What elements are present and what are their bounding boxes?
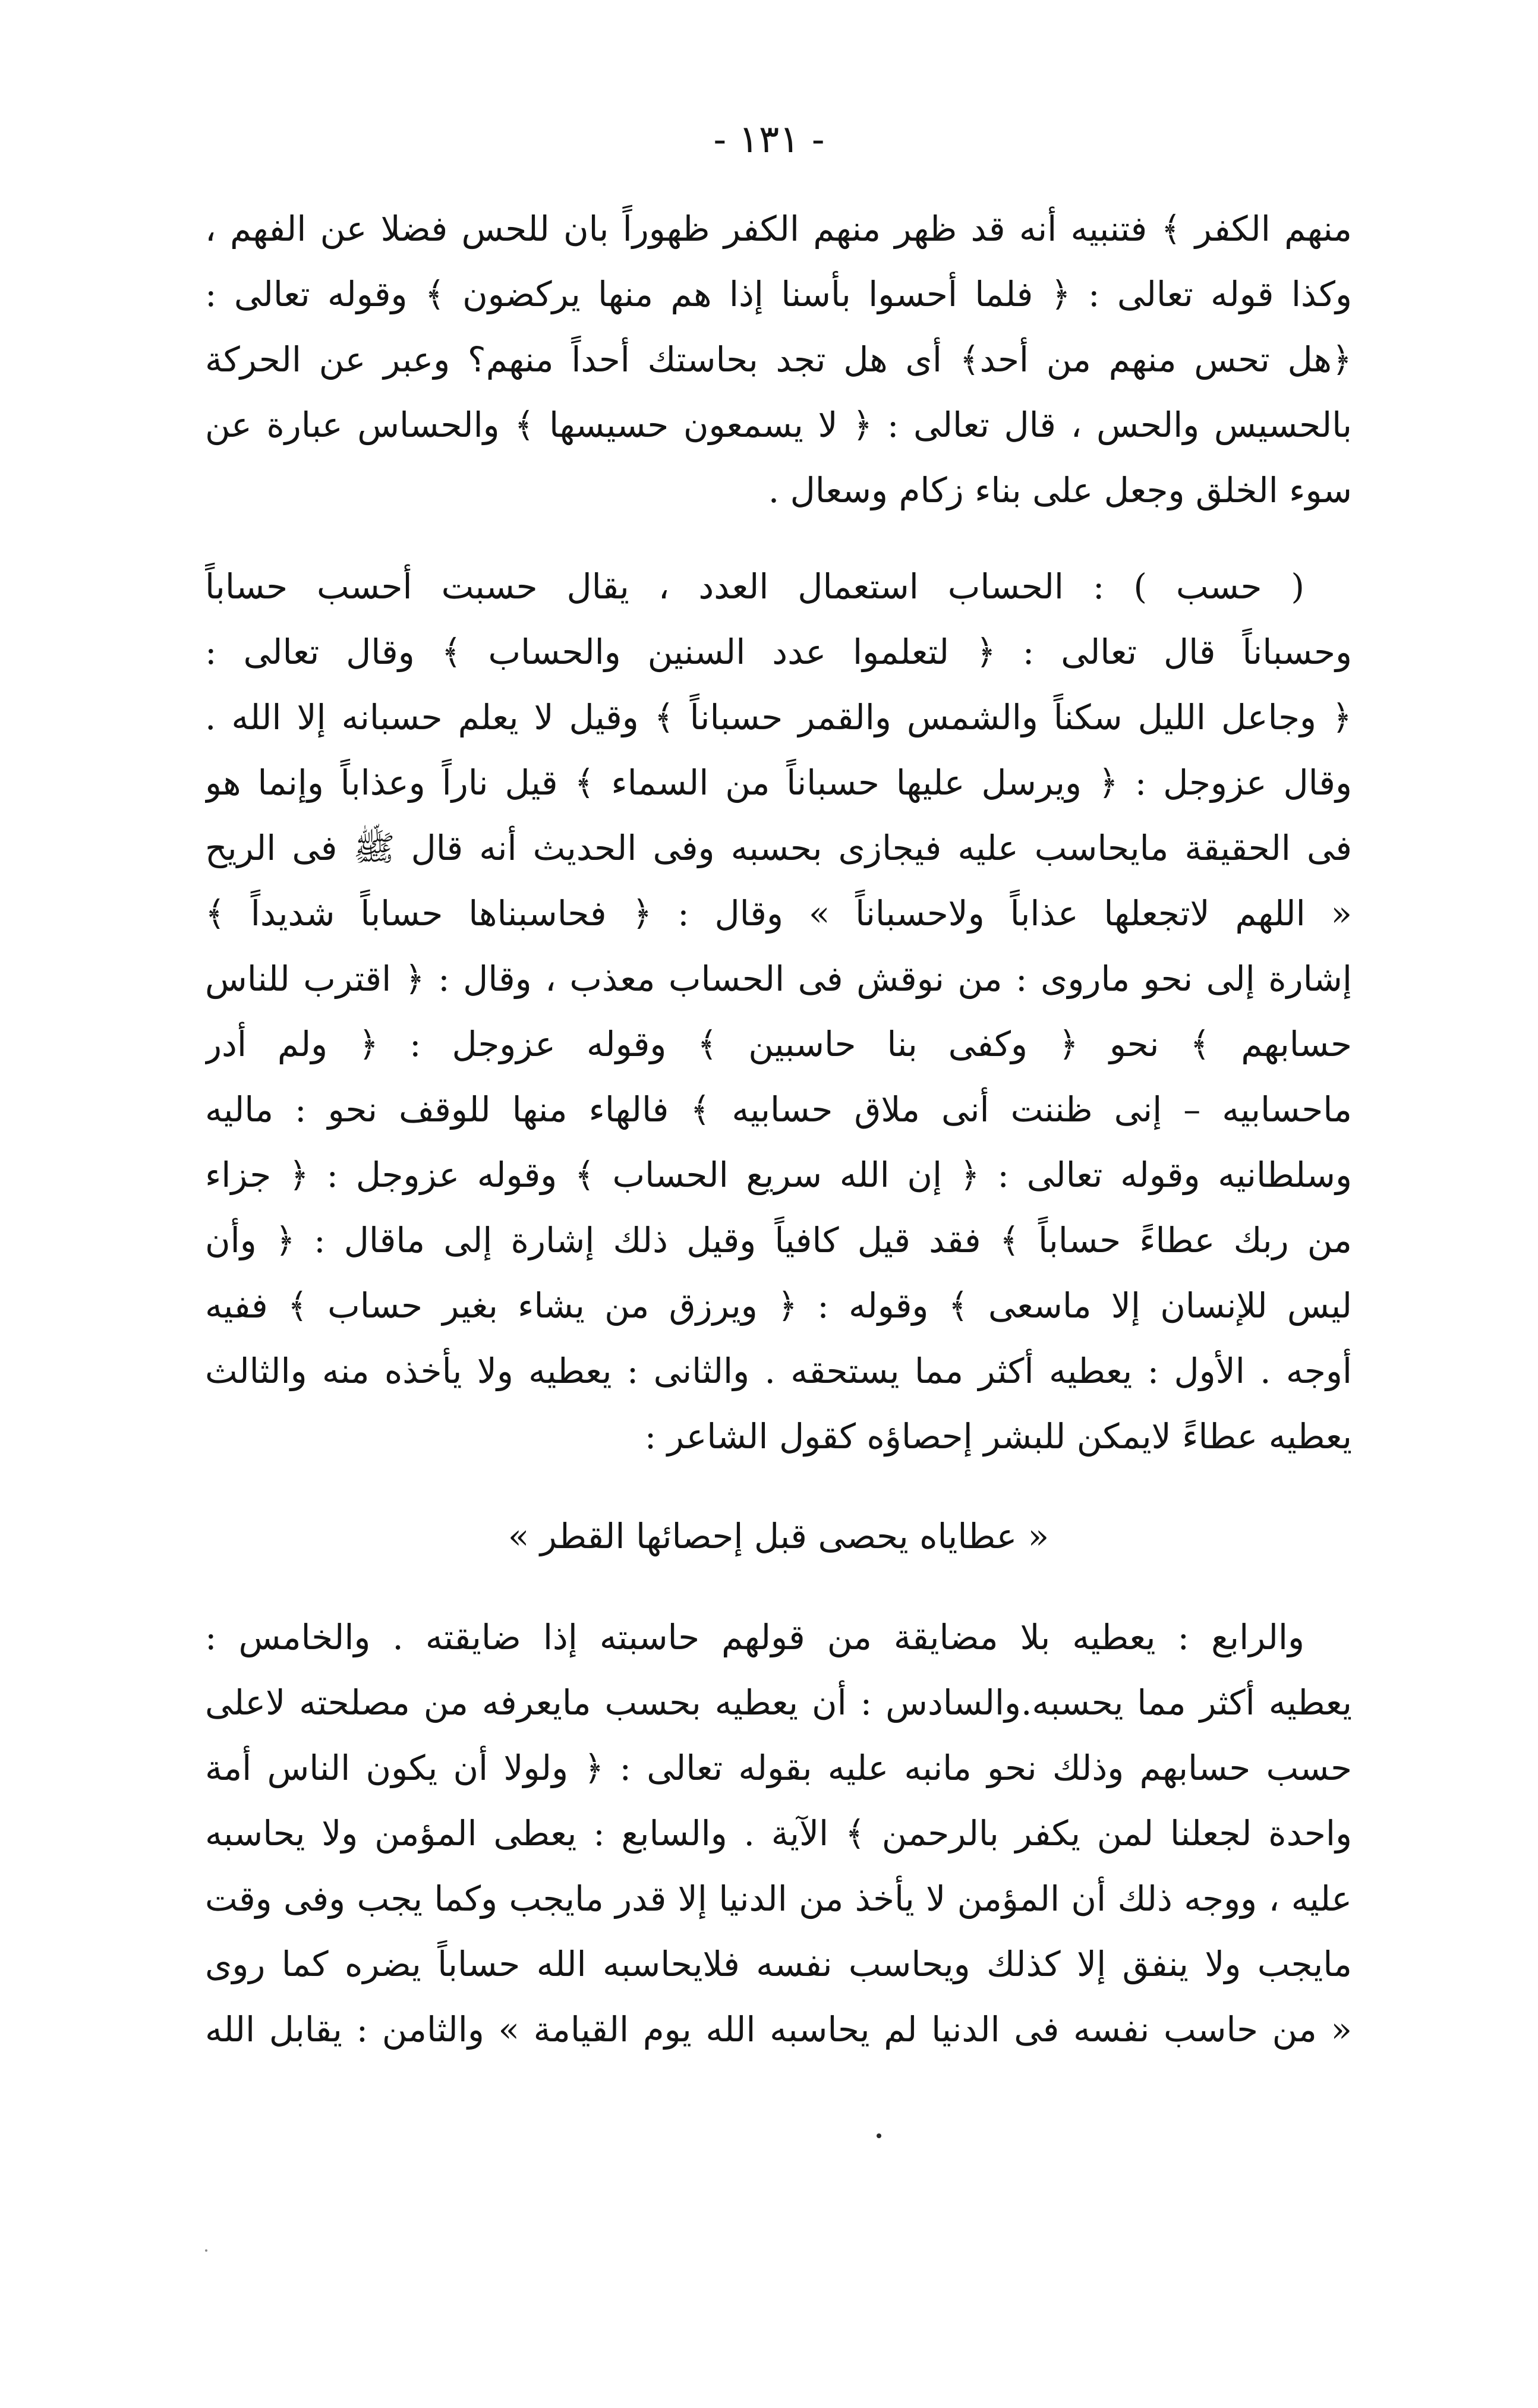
scan-speck [205,2249,207,2252]
poetry-verse: « عطاياه يحصى قبل إحصائها القطر » [508,1516,1050,1556]
text-line: وحسباناً قال تعالى : ﴿ لتعلموا عدد السنين والحساب ﴾ وقال تعالى : [205,632,1352,672]
text-line: يعطيه عطاءً لايمكن للبشر إحصاؤه كقول الشاعر : [644,1416,1352,1457]
text-line: حسابهم ﴾ نحو ﴿ وكفى بنا حاسبين ﴾ وقوله عزوجل : ﴿ ولم أدر [205,1024,1352,1064]
text-line: حسب حسابهم وذلك نحو مانبه عليه بقوله تعالى : ﴿ ولولا أن يكون الناس أمة [205,1748,1352,1788]
scan-speck [877,2133,881,2138]
paragraph-1 [205,196,1352,523]
text-line: ﴿ وجاعل الليل سكناً والشمس والقمر حسباناً ﴾ وقيل لا يعلم حسبانه إلا الله . [205,697,1352,737]
page-number: - ١٣١ - [713,118,825,162]
text-line: سوء الخلق وجعل على بناء زكام وسعال . [768,470,1352,510]
text-line: وسلطانيه وقوله تعالى : ﴿ إن الله سريع الحساب ﴾ وقوله عزوجل : ﴿ جزاء [205,1155,1352,1195]
text-line: فى الحقيقة مايحاسب عليه فيجازى بحسبه وفى الحديث أنه قال ﷺ فى الريح [205,828,1352,868]
text-line: والرابع : يعطيه بلا مضايقة من قولهم حاسبته إذا ضايقته . والخامس : [205,1617,1304,1657]
text-line: ﴿هل تحس منهم من أحد﴾ أى هل تجد بحاستك أحداً منهم؟ وعبر عن الحركة [205,339,1352,380]
text-line: وقال عزوجل : ﴿ ويرسل عليها حسباناً من السماء ﴾ قيل ناراً وعذاباً وإنما هو [205,762,1352,803]
paragraph-3 [205,1605,1352,2062]
paragraph-2-entry-hasab [205,554,1352,1469]
text-line: منهم الكفر ﴾ فتنبيه أنه قد ظهر منهم الكفر ظهوراً بان للحس فضلا عن الفهم ، [205,209,1352,249]
text-line: مايجب ولا ينفق إلا كذلك ويحاسب نفسه فلايحاسبه الله حساباً يضره كما روى [205,1944,1352,1984]
text-line: « اللهم لاتجعلها عذاباً ولاحسباناً » وقال : ﴿ فحاسبناها حساباً شديداً ﴾ [205,893,1352,934]
text-line: عليه ، ووجه ذلك أن المؤمن لا يأخذ من الدنيا إلا قدر مايجب وكما يجب وفى وقت [205,1879,1352,1919]
text-line: واحدة لجعلنا لمن يكفر بالرحمن ﴾ الآية . والسابع : يعطى المؤمن ولا يحاسبه [205,1813,1352,1854]
text-line: بالحسيس والحس ، قال تعالى : ﴿ لا يسمعون حسيسها ﴾ والحساس عبارة عن [205,405,1352,445]
text-line: وكذا قوله تعالى : ﴿ فلما أحسوا بأسنا إذا هم منها يركضون ﴾ وقوله تعالى : [205,274,1352,314]
entry-heading-line: ( حسب ) : الحساب استعمال العدد ، يقال حسبت أحسب حساباً [205,566,1304,607]
text-line: أوجه . الأول : يعطيه أكثر مما يستحقه . والثانى : يعطيه ولا يأخذه منه والثالث [205,1351,1352,1391]
text-line: إشارة إلى نحو ماروى : من نوقش فى الحساب معذب ، وقال : ﴿ اقترب للناس [205,959,1352,999]
text-line: يعطيه أكثر مما يحسبه.والسادس : أن يعطيه بحسب مايعرفه من مصلحته لاعلى [205,1682,1352,1723]
text-line: من ربك عطاءً حساباً ﴾ فقد قيل كافياً وقيل ذلك إشارة إلى ماقال : ﴿ وأن [205,1220,1352,1260]
text-line: ليس للإنسان إلا ماسعى ﴾ وقوله : ﴿ ويرزق من يشاء بغير حساب ﴾ ففيه [205,1285,1352,1326]
text-line: « من حاسب نفسه فى الدنيا لم يحاسبه الله يوم القيامة » والثامن : يقابل الله [205,2009,1352,2050]
text-line: ماحسابيه – إنى ظننت أنى ملاق حسابيه ﴾ فالهاء منها للوقف نحو : ماليه [205,1089,1352,1130]
